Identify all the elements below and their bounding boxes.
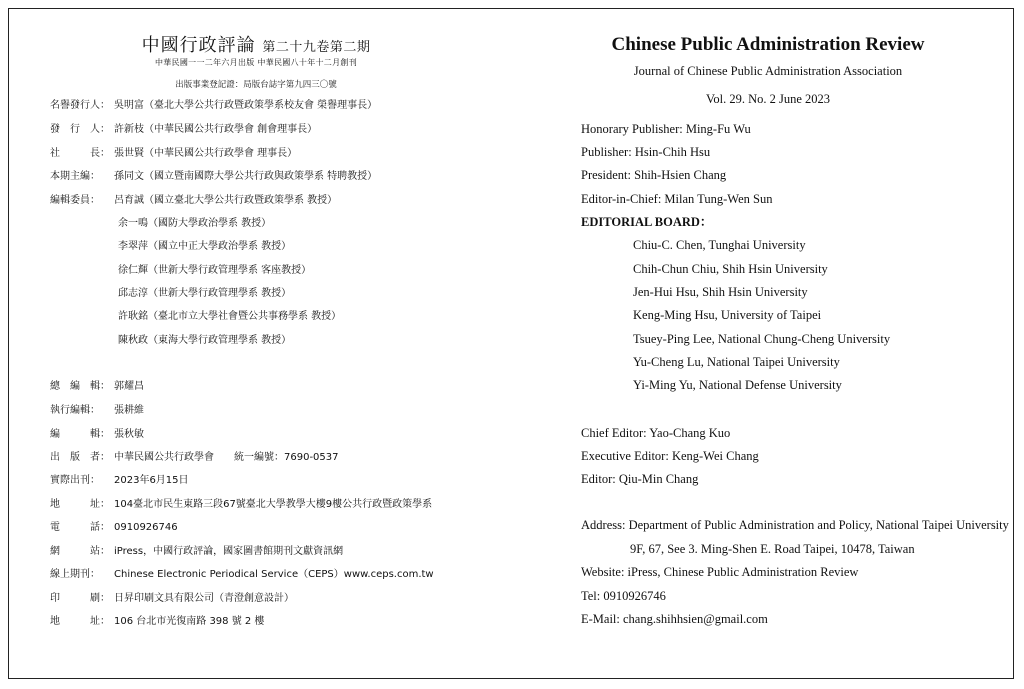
staff-label: 線上期刊： bbox=[50, 569, 100, 580]
staff-row bbox=[50, 123, 317, 137]
staff-label: 地 址： bbox=[50, 616, 110, 627]
staff-value: 張秋敏 bbox=[114, 429, 144, 440]
editorial-board-heading: EDITORIAL BOARD： bbox=[581, 215, 713, 229]
staff-label: 社 長： bbox=[50, 148, 110, 159]
staff-label: 總 編 輯： bbox=[50, 381, 110, 392]
staff-label: 印 刷： bbox=[50, 593, 110, 604]
board-member-en: Keng-Ming Hsu, University of Taipei bbox=[633, 308, 822, 322]
staff-row-en: Chief Editor: Yao-Chang Kuo bbox=[581, 426, 731, 440]
volume-zh: 第二十九卷第二期 bbox=[262, 40, 371, 55]
board-member-en: Yi-Ming Yu, National Defense University bbox=[633, 378, 842, 392]
staff-row bbox=[50, 568, 434, 582]
telephone-line: Tel: 0910926746 bbox=[581, 589, 666, 603]
board-member-zh: 邱志淳（世新大學行政管理學系 教授） bbox=[118, 288, 292, 299]
staff-label: 發 行 人： bbox=[50, 124, 110, 135]
staff-row bbox=[50, 615, 264, 629]
staff-value: 張世賢（中華民國公共行政學會 理事長） bbox=[114, 148, 298, 159]
staff-label: 名譽發行人： bbox=[50, 100, 110, 111]
staff-value: 郭耀昌 bbox=[114, 381, 144, 392]
staff-value: 許新枝（中華民國公共行政學會 創會理事長） bbox=[114, 124, 318, 135]
staff-row-en: Editor: Qiu-Min Chang bbox=[581, 472, 699, 486]
staff-row-en: President: Shih-Hsien Chang bbox=[581, 168, 727, 182]
staff-value: 2023年6月15日 bbox=[114, 475, 189, 486]
staff-row-en: Honorary Publisher: Ming-Fu Wu bbox=[581, 122, 751, 136]
board-member-en: Jen-Hui Hsu, Shih Hsin University bbox=[633, 285, 808, 299]
staff-value: Chinese Electronic Periodical Service（CEPS）www.ceps.com.tw bbox=[114, 569, 434, 580]
staff-row bbox=[50, 521, 178, 535]
staff-label: 實際出刊： bbox=[50, 475, 100, 486]
journal-title-en: Chinese Public Administration Review bbox=[611, 34, 925, 55]
board-member-zh: 陳秋政（東海大學行政管理學系 教授） bbox=[118, 335, 292, 346]
english-masthead-page bbox=[512, 0, 1024, 689]
staff-row-en: Publisher: Hsin-Chih Hsu bbox=[581, 145, 711, 159]
staff-label: 本期主編： bbox=[50, 171, 100, 182]
association-name-en: Journal of Chinese Public Administration Association bbox=[633, 64, 903, 78]
staff-value: 孫同文（國立暨南國際大學公共行政與政策學系 特聘教授） bbox=[114, 171, 378, 182]
address-line: Address: Department of Public Administration and Policy, National Taipei University bbox=[581, 518, 1009, 532]
staff-row bbox=[50, 498, 432, 512]
staff-label: 執行編輯： bbox=[50, 405, 100, 416]
registration-zh: 出版事業登記證：局版台誌字第九四三〇號 bbox=[175, 80, 337, 90]
staff-label: 電 話： bbox=[50, 522, 110, 533]
staff-row-en: Executive Editor: Keng-Wei Chang bbox=[581, 449, 759, 463]
volume-en: Vol. 29. No. 2 June 2023 bbox=[705, 92, 831, 106]
board-member-zh: 李翠萍（國立中正大學政治學系 教授） bbox=[118, 241, 292, 252]
staff-row bbox=[50, 170, 377, 184]
staff-row bbox=[50, 428, 144, 442]
website-line: Website: iPress, Chinese Public Administration Review bbox=[581, 565, 859, 579]
journal-title-zh bbox=[0, 31, 512, 57]
board-member-en: Chiu-C. Chen, Tunghai University bbox=[633, 238, 806, 252]
staff-value: 呂育誠（國立臺北大學公共行政暨政策學系 教授） bbox=[114, 195, 338, 206]
staff-row bbox=[50, 592, 294, 606]
board-member-zh: 余一鳴（國防大學政治學系 教授） bbox=[118, 218, 272, 229]
address-line-2: 9F, 67, See 3. Ming-Shen E. Road Taipei, 10478, Taiwan bbox=[630, 542, 915, 556]
staff-label: 網 站： bbox=[50, 546, 110, 557]
staff-row bbox=[50, 474, 189, 488]
staff-label: 編 輯： bbox=[50, 429, 110, 440]
staff-value: 0910926746 bbox=[114, 522, 178, 533]
staff-row bbox=[50, 545, 343, 559]
staff-value: 中華民國公共行政學會 統一編號：7690-0537 bbox=[114, 452, 339, 463]
staff-row bbox=[50, 380, 144, 394]
staff-label: 出 版 者： bbox=[50, 452, 110, 463]
staff-row bbox=[50, 99, 377, 113]
staff-row-en: Editor-in-Chief: Milan Tung-Wen Sun bbox=[581, 192, 773, 206]
board-member-zh: 徐仁輝（世新大學行政管理學系 客座教授） bbox=[118, 265, 312, 276]
board-member-en: Tsuey-Ping Lee, National Chung-Cheng University bbox=[633, 332, 891, 346]
staff-row bbox=[50, 404, 144, 418]
staff-label: 編輯委員： bbox=[50, 195, 100, 206]
publication-info-zh: 中華民國一一二年六月出版 中華民國八十年十二月創刊 bbox=[154, 58, 358, 67]
staff-value: 張耕維 bbox=[114, 405, 144, 416]
board-member-en: Yu-Cheng Lu, National Taipei University bbox=[633, 355, 840, 369]
staff-row bbox=[50, 451, 339, 465]
staff-value: 吳明富（臺北大學公共行政暨政策學系校友會 榮譽理事長） bbox=[114, 100, 378, 111]
board-member-zh: 許耿銘（臺北市立大學社會暨公共事務學系 教授） bbox=[118, 311, 342, 322]
staff-label: 地 址： bbox=[50, 499, 110, 510]
staff-value: iPress，中國行政評論，國家圖書館期刊文獻資訊網 bbox=[114, 546, 344, 557]
board-member-en: Chih-Chun Chiu, Shih Hsin University bbox=[633, 262, 828, 276]
journal-name-zh: 中國行政評論 bbox=[141, 35, 256, 56]
email-line: E-Mail: chang.shihhsien@gmail.com bbox=[581, 612, 768, 626]
staff-value: 106 台北市光復南路 398 號 2 樓 bbox=[114, 616, 265, 627]
staff-value: 日昇印刷文具有限公司（青澄創意設計） bbox=[114, 593, 294, 604]
staff-row bbox=[50, 194, 337, 208]
staff-row bbox=[50, 147, 297, 161]
staff-value: 104臺北市民生東路三段67號臺北大學教學大樓9樓公共行政暨政策學系 bbox=[114, 499, 433, 510]
